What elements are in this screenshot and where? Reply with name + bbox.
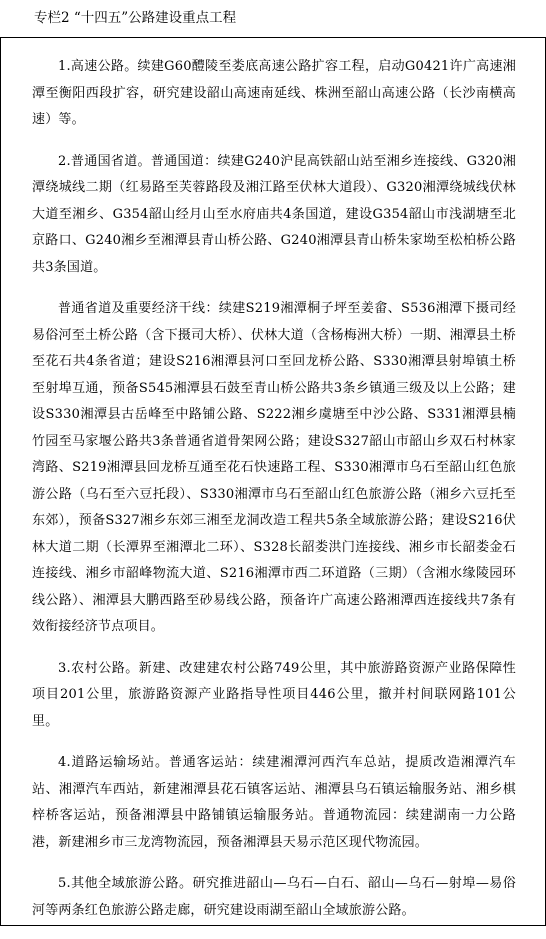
paragraph-expressway: 1.高速公路。续建G60醴陵至娄底高速公路扩容工程，启动G0421许广高速湘潭至衡阳西段扩容，研究建设韶山高速南延线、株洲至韶山高速公路（长沙南横高速）等。 bbox=[32, 59, 516, 127]
table-title: 专栏2 “十四五”公路建设重点工程 bbox=[34, 10, 237, 26]
content-box bbox=[0, 38, 546, 926]
paragraph-rural-roads: 3.农村公路。新建、改建建农村公路749公里，其中旅游路资源产业路保障性项目201公里，旅游路资源产业路指导性项目446公里，撤并村间联网路101公里。 bbox=[32, 660, 516, 729]
paragraph-transport-stations: 4.道路运输场站。普通客运站：续建湘潭河西汽车总站，提质改造湘潭汽车站、湘潭汽车西站，新建湘潭县花石镇客运站、湘潭县乌石镇运输服务站、湘乡棋梓桥客运站，预备湘潭县中路铺镇运输服务站。普通物流园：续建湖南一力公路港，新建湘乡市三龙湾物流园，预备湘潭县天易示范区现代物流园。 bbox=[32, 755, 516, 850]
paragraph-national-roads: 2.普通国省道。普通国道：续建G240沪昆高铁韶山站至湘乡连接线、G320湘潭绕城线二期（红易路至芙蓉路段及湘江路至伏林大道段）、G320湘潭绕城线伏林大道至湘乡、G354韶山经月山至水府庙共4条国道，建设G354韶山市浅湖塘至北京路口、G240湘乡至湘潭县青山桥公路、G240湘潭县青山桥朱家坳至松柏桥公路共3条国道。 bbox=[32, 153, 516, 275]
content-body bbox=[32, 54, 516, 939]
paragraph-tourism-roads: 5.其他全域旅游公路。研究推进韶山—乌石—白石、韶山—乌石—射埠—易俗河等两条红色旅游公路走廊，研究建设雨湖至韶山全域旅游公路。 bbox=[32, 876, 516, 918]
title-bar bbox=[0, 0, 546, 38]
paragraph-provincial-roads: 普通省道及重要经济干线：续建S219湘潭桐子坪至姜畲、S536湘潭下摄司经易俗河至土桥公路（含下摄司大桥）、伏林大道（含杨梅洲大桥）一期、湘潭县土桥至花石共4条省道；建设S216湘潭县河口至回龙桥公路、S330湘潭县射埠镇土桥至射埠互通，预备S545湘潭县石鼓至青山桥公路共3条乡镇通三级及以上公路；建设S330湘潭县古岳峰至中路铺公路、S222湘乡虞塘至中沙公路、S331湘潭县楠竹园至马家堰公路共3条普通省道骨架网公路；建设S327韶山市韶山乡双石村林家湾路、S219湘潭县回龙桥互通至花石快速路工程、S330湘潭市乌石至韶山红色旅游公路（乌石至六豆托段）、S330湘潭市乌石至韶山红色旅游公路（湘乡六豆托至东郊），预备S327湘乡东郊三湘至龙洞改造工程共5条全域旅游公路；建设S216伏林大道二期（长潭界至湘潭北二环）、S328长韶娄洪门连接线、湘乡市长韶娄金石连接线、湘乡市韶峰物流大道、S216湘潭市西二环道路（三期）（含湘水缘陵园环线公路）、湘潭县大鹏西路至砂易线公路，预备许广高速公路湘潭西连接线共7条有效衔接经济节点项目。 bbox=[32, 301, 516, 634]
